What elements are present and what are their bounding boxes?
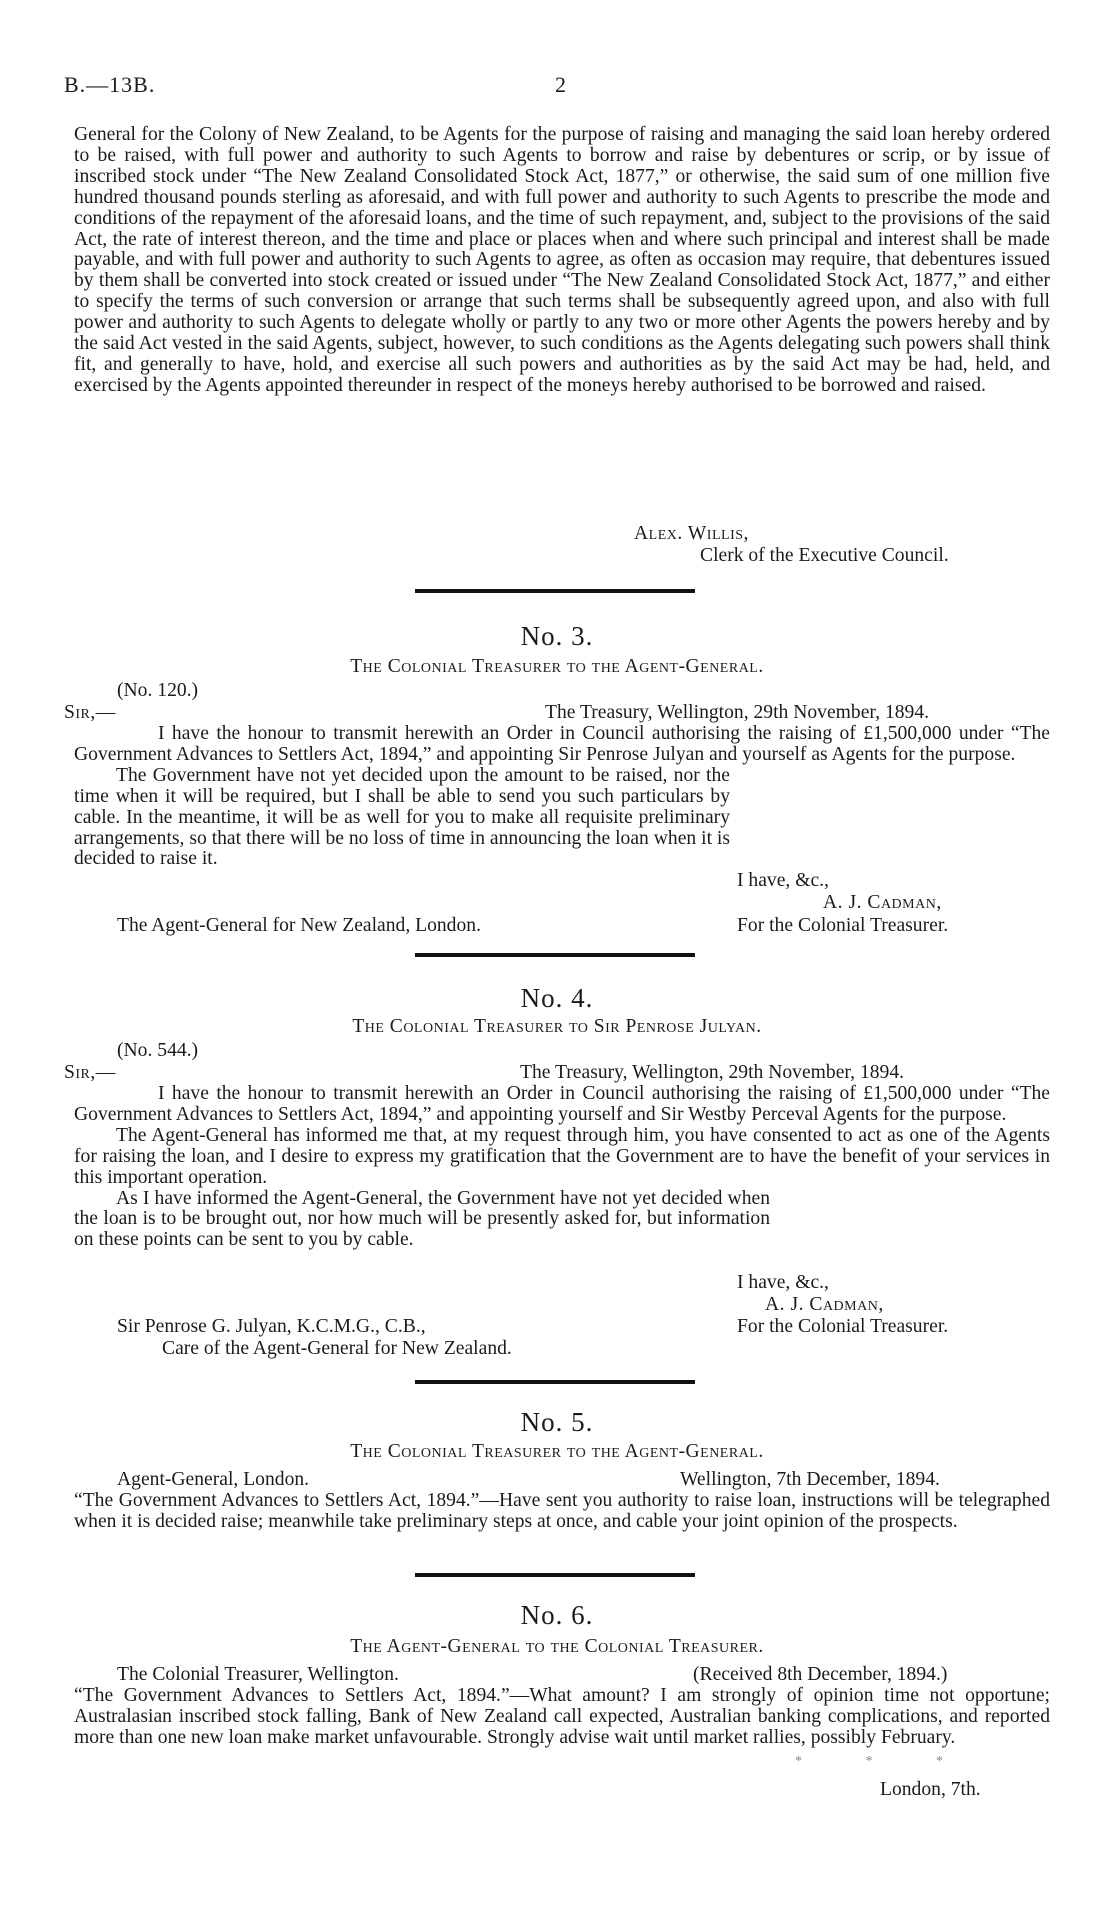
letter-number: No. 5.	[520, 1407, 594, 1437]
letter-body	[74, 724, 1050, 870]
closing: I have, &c.,	[737, 1272, 829, 1293]
signature-title: Clerk of the Executive Council.	[700, 545, 949, 566]
addressee: Agent-General, London.	[117, 1469, 310, 1490]
addressee-line-2: Care of the Agent-General for New Zealand.	[162, 1338, 512, 1359]
letter-number: No. 3.	[520, 621, 594, 651]
letter-ref: (No. 544.)	[117, 1040, 199, 1061]
signature-title: For the Colonial Treasurer.	[737, 915, 949, 936]
received-date: (Received 8th December, 1894.)	[693, 1664, 948, 1685]
letter-heading: The Colonial Treasurer to the Agent-General.	[350, 1441, 764, 1462]
letter-heading: The Colonial Treasurer to the Agent-General.	[350, 656, 764, 677]
letter-number: No. 6.	[520, 1600, 594, 1630]
letter-ref: (No. 120.)	[117, 680, 199, 701]
section-divider	[415, 1573, 695, 1577]
salutation: Sir,—	[64, 702, 116, 723]
section-divider	[415, 953, 695, 957]
telegram-body	[74, 1491, 1050, 1533]
dateline: The Treasury, Wellington, 29th November, 1894.	[545, 702, 930, 723]
paragraph: The Government have not yet decided upon the amount to be raised, nor the time when it will be required, but I shall be able to send you such particulars by cable. In the meantime, it will be as well for you to make all requisite preliminary arrangements, so that there will be no loss of time in announcing the loan when it is decided to raise it.	[74, 764, 730, 870]
section-divider	[415, 1380, 695, 1384]
letter-heading: The Colonial Treasurer to Sir Penrose Julyan.	[352, 1016, 762, 1037]
page-number: 2	[555, 72, 566, 97]
letter-heading: The Agent-General to the Colonial Treasurer.	[350, 1636, 764, 1657]
paragraph: “The Government Advances to Settlers Act, 1894.”—Have sent you authority to raise loan, instructions will be telegraphed when it is decided raise; meanwhile take preliminary steps at once, and cable your joint opinion of the prospects.	[74, 1490, 1050, 1532]
telegram-body	[74, 1686, 1050, 1749]
paragraph: I have the honour to transmit herewith an Order in Council authorising the raising of £1,500,000 under “The Government Advances to Settlers Act, 1894,” and appointing yourself and Sir Westby Perceval Agents for the purpose.	[74, 1083, 1050, 1125]
salutation: Sir,—	[64, 1062, 116, 1083]
signoff: London, 7th.	[880, 1779, 981, 1800]
order-in-council-text	[74, 125, 1050, 397]
signature-name: A. J. Cadman,	[765, 1294, 884, 1315]
paragraph: I have the honour to transmit herewith an Order in Council authorising the raising of £1,500,000 under “The Government Advances to Settlers Act, 1894,” and appointing Sir Penrose Julyan and yourself as Agents for the purpose.	[74, 723, 1050, 765]
paragraph: “The Government Advances to Settlers Act, 1894.”—What amount? I am strongly of opinion time not opportune; Australasian inscribed stock falling, Bank of New Zealand call expected, Australian banking complications, and reported more than one new loan make market unfavourable. Strongly advise wait until market rallies, possibly February.	[74, 1685, 1050, 1748]
addressee: The Agent-General for New Zealand, London.	[117, 915, 481, 936]
dateline: The Treasury, Wellington, 29th November, 1894.	[520, 1062, 905, 1083]
signature-name: Alex. Willis,	[634, 523, 749, 544]
letter-number: No. 4.	[520, 983, 594, 1013]
signature-title: For the Colonial Treasurer.	[737, 1316, 949, 1337]
intro-paragraph: General for the Colony of New Zealand, to be Agents for the purpose of raising and managing the said loan hereby ordered to be raised, with full power and authority to such Agents to borrow and raise by debentures or scrip, or by issue of inscribed stock under “The New Zealand Consolidated Stock Act, 1877,” or otherwise, the said sum of one million five hundred thousand pounds sterling as aforesaid, and with full power and authority to such Agents to prescribe the mode and conditions of the repayment of the aforesaid loans, and the time of such repayment, and, subject to the provisions of the said Act, the rate of interest thereon, and the time and place or places when and where such principal and interest shall be made payable, and with full power and authority to such Agents to agree, as often as occasion may require, that debentures issued by them shall be converted into stock created or issued under “The New Zealand Consolidated Stock Act, 1877,” and either to specify the terms of such conversion or arrange that such terms shall be subsequently agreed upon, and also with full power and authority to such Agents to delegate wholly or partly to any two or more other Agents the powers hereby and by the said Act vested in the said Agents, subject, however, to such conditions as the Agents delegating such powers shall think fit, and generally to have, hold, and exercise all such powers and authorities as by the said Act may be had, held, and exercised by the Agents appointed thereunder in respect of the moneys hereby authorised to be borrowed and raised.	[74, 124, 1050, 396]
ellipsis-stars: * * *	[795, 1754, 973, 1769]
signature-name: A. J. Cadman,	[823, 892, 942, 913]
section-divider	[415, 589, 695, 593]
paragraph: As I have informed the Agent-General, the Government have not yet decided when the loan is to be brought out, nor how much will be presently asked for, but information on these points can be sent to you by cable.	[74, 1187, 770, 1251]
paragraph: The Agent-General has informed me that, at my request through him, you have consented to act as one of the Agents for raising the loan, and I desire to express my gratification that the Government are to have the benefit of your services in this important operation.	[74, 1124, 1050, 1188]
addressee: Sir Penrose G. Julyan, K.C.M.G., C.B.,	[117, 1316, 426, 1337]
dateline: Wellington, 7th December, 1894.	[680, 1469, 940, 1490]
letter-body	[74, 1084, 1050, 1251]
addressee: The Colonial Treasurer, Wellington.	[117, 1664, 399, 1685]
document-reference: B.—13B.	[64, 72, 156, 97]
closing: I have, &c.,	[737, 870, 829, 891]
